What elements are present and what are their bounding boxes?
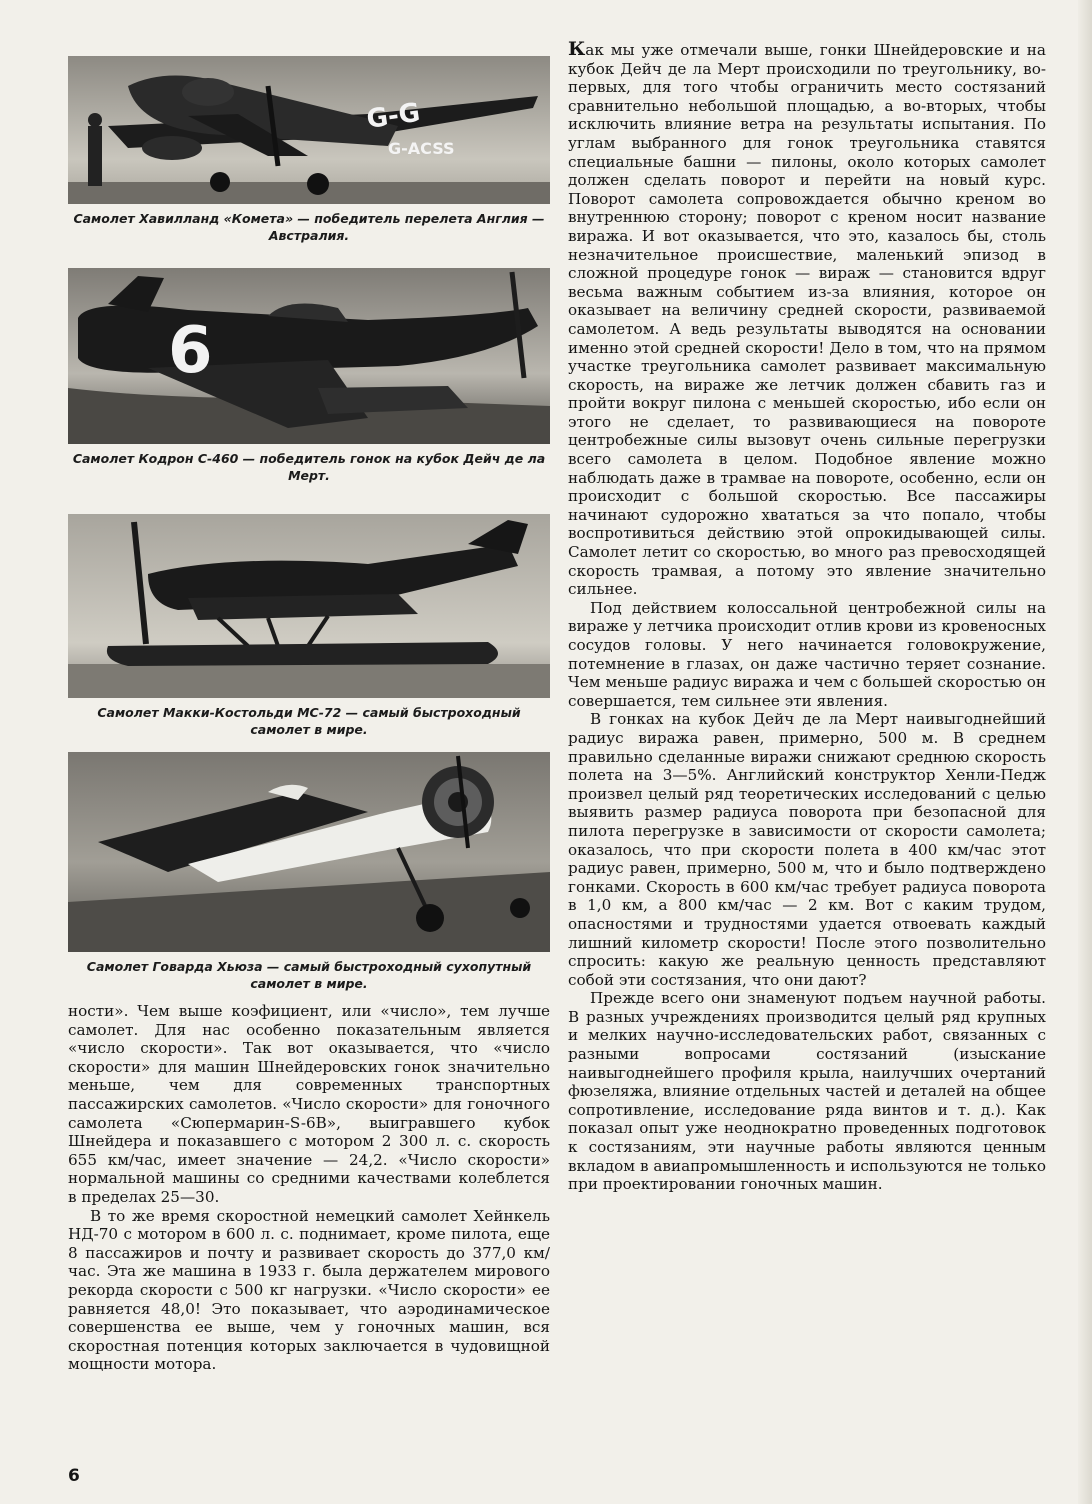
photo-macchi (68, 514, 550, 698)
left-paragraph: ности». Чем выше коэфициент, или «число», тем лучше самолет. Для нас особенно показательным является «число скорости». Так вот оказывается, что «число скорости» для машин Шнейдеровских гонок значительно меньше, чем для современных транспортных пассажирских самолетов. «Число скорости» для гоночного самолета «Сюпермарин-S-6B», выигравшего кубок Шнейдера и показавшего с мотором 2 300 л. с. скорость 655 км/час, имеет значение — 24,2. «Число скорости» нормальной машины со средними качествами колеблется в пределах 25—30. (68, 1002, 550, 1206)
photo-comet (68, 56, 550, 204)
macchi-seaplane-illustration (68, 514, 550, 698)
caption-caudron: Самолет Кодрон С-460 — победитель гонок на кубок Дейч де ла Мерт. (72, 451, 546, 483)
right-paragraph: Прежде всего они знаменуют подъем научной работы. В разных учреждениях производится целый ряд крупных и мелких научно-исследовательских работ, связанных с разными вопросами состязаний (изыскание наивыгоднейшего профиля крыла, наилучших очертаний фюзеляжа, влияние отдельных частей и деталей на общее сопротивление, исследование ряда винтов и т. д.). Как показал опыт уже неоднократно проведенных подготовок к состязаниям, эти научные работы являются ценным вкладом в авиапромышленность и используются не только при проектировании гоночных машин. (568, 989, 1046, 1194)
page-number: 6 (68, 1466, 80, 1486)
figure-hughes (68, 752, 550, 992)
right-paragraph: В гонках на кубок Дейч де ла Мерт наивыгоднейший радиус виража равен, примерно, 500 м. В среднем правильно сделанные виражи снижают среднюю скорость полета на 3—5%. Английский конструктор Хенли-Педж произвел целый ряд теоретических исследований с целью выявить размер радиуса поворота при безопасной для пилота перегрузке в зависимости от скорости самолета; оказалось, что при скорости полета в 400 км/час этот радиус равен, примерно, 500 м, что и было подтверждено гонками. Скорость в 600 км/час требует радиуса поворота в 1,0 км, а 800 км/час — 2 км. Вот с каким трудом, опасностями и трудностями удается отвоевать каждый лишний километр скорости! После этого позволительно спросить: какую же реальную ценность представляют собой эти состязания, что они дают? (568, 710, 1046, 989)
hughes-airplane-illustration (68, 752, 550, 952)
left-text-column (68, 1002, 550, 1374)
dropcap-letter: К (568, 38, 586, 60)
comet-registration: G-ACSS (388, 139, 455, 158)
photo-caudron (68, 268, 550, 444)
left-paragraph: В то же время скоростной немецкий самолет Хейнкель НД-70 с мотором в 600 л. с. поднимает, кроме пилота, еще 8 пассажиров и почту и развивает скорость до 377,0 км/час. Эта же машина в 1933 г. была держателем мирового рекорда скорости с 500 кг нагрузки. «Число скорости» ее равняется 48,0! Это показывает, что аэродинамическое совершенства ее выше, чем у гоночных машин, вся скоростная потенция которых заключается в чудовищной мощности мотора. (68, 1206, 550, 1374)
comet-airplane-illustration (68, 56, 550, 204)
caudron-airplane-illustration (68, 268, 550, 444)
svg-text:G-G: G-G (364, 97, 422, 135)
caption-hughes: Самолет Говарда Хьюза — самый быстроходный сухопутный самолет в мире. (86, 959, 532, 991)
caption-macchi: Самолет Макки-Костольди МС-72 — самый быстроходный самолет в мире. (97, 705, 521, 737)
page-edge-shadow (1078, 0, 1092, 1504)
right-paragraph: Под действием колоссальной центробежной силы на вираже у летчика происходит отлив крови из кровеносных сосудов головы. У него начинается головокружение, потемнение в глазах, он даже частично теряет сознание. Чем меньше радиус виража и чем с большей скоростью он совершается, тем сильнее эти явления. (568, 598, 1046, 710)
caudron-race-number: 6 (168, 314, 213, 388)
figure-caudron (68, 268, 550, 484)
right-text-column (568, 40, 1046, 1194)
caption-comet: Самолет Хавилланд «Комета» — победитель перелета Англия — Австралия. (73, 211, 545, 243)
photo-hughes (68, 752, 550, 952)
intro-text: ак мы уже отмечали выше, гонки Шнейдеровские и на кубок Дейч де ла Мерт происходили по треугольнику, во-первых, для того чтобы ограничить место состязаний сравнительно небольшой площадью, а во-вторых, чтобы исключить влияние ветра на результаты испытания. По углам выбранного для гонок треугольника ставятся специальные башни — пилоны, около которых самолет должен сделать поворот и перейти на новый курс. Поворот самолета сопровождается обычно креном во внутреннюю сторону; поворот с креном носит название виража. И вот оказывается, что это, казалось бы, столь незначительное происшествие, маленький эпизод в сложной процедуре гонок — вираж — становится вдруг весьма важным событием из-за влияния, которое он оказывает на величину средней скорости, развиваемой самолетом. А ведь результаты выводятся на основании именно этой средней скорости! Дело в том, что на прямом участке треугольника самолет развивает максимальную скорость, на вираже же летчик должен сбавить газ и пройти вокруг пилона с меньшей скоростью, ибо если он этого не сделает, то развивающиеся на повороте центробежные силы вызовут очень сильные перегрузки всего самолета в целом. Подобное явление можно наблюдать даже в трамвае на повороте, особенно, если он происходит с большой скоростью. Все пассажиры начинают судорожно хвататься за что попало, чтобы воспротивиться действию этой опрокидывающей силы. Самолет летит со скоростью, во много раз превосходящей скорость трамвая, а потому это явление значительно сильнее. (568, 41, 1046, 599)
figure-comet (68, 56, 550, 244)
right-paragraph-intro (568, 40, 1046, 599)
figure-macchi (68, 514, 550, 738)
